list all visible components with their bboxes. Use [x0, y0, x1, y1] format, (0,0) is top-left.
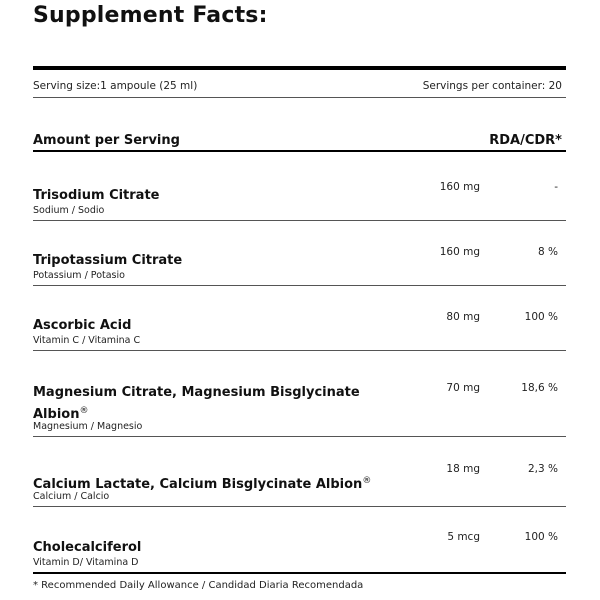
amount-value: 160 mg [439, 246, 480, 258]
row-divider [33, 350, 566, 351]
rda-value: 18,6 % [521, 382, 558, 394]
rda-value: 100 % [524, 531, 558, 543]
ingredient-name-text: Calcium Lactate, Calcium Bisglycinate Albion [33, 477, 363, 492]
row-divider [33, 506, 566, 507]
footnote: * Recommended Daily Allowance / Candidad Diaria Recomendada [33, 580, 364, 591]
rda-value: - [554, 181, 558, 193]
ingredient-subtitle: Magnesium / Magnesio [33, 421, 143, 432]
serving-size: Serving size:1 ampoule (25 ml) [33, 80, 198, 92]
header-rule [33, 150, 566, 152]
registered-mark: ® [79, 406, 89, 416]
row-divider [33, 285, 566, 286]
row-divider [33, 436, 566, 437]
ingredient-name-text: Albion [33, 407, 80, 422]
amount-per-serving-header: Amount per Serving [33, 133, 180, 148]
row-divider [33, 220, 566, 221]
rda-value: 8 % [538, 246, 558, 258]
ingredient-name [33, 251, 413, 270]
serving-rule [33, 97, 566, 98]
ingredient-name-line1: Magnesium Citrate, Magnesium Bisglycinate [33, 385, 360, 400]
rda-value: 2,3 % [527, 463, 558, 475]
ingredient-subtitle: Vitamin C / Vitamina C [33, 335, 141, 346]
amount-value: 160 mg [439, 181, 480, 193]
rda-value: 100 % [524, 311, 558, 323]
amount-value: 70 mg [446, 382, 480, 394]
amount-value: 5 mcg [447, 531, 480, 543]
ingredient-subtitle: Potassium / Potasio [33, 270, 125, 281]
amount-value: 18 mg [446, 463, 480, 475]
ingredient-subtitle: Sodium / Sodio [33, 205, 105, 216]
bottom-rule [33, 572, 566, 574]
ingredient-name-text: Cholecalciferol [33, 540, 142, 555]
top-rule [33, 66, 566, 70]
ingredient-subtitle: Calcium / Calcio [33, 491, 110, 502]
rda-header: RDA/CDR* [489, 133, 562, 148]
ingredient-name-text: Tripotassium Citrate [33, 253, 183, 268]
ingredient-name [33, 383, 413, 424]
ingredient-name [33, 186, 413, 205]
amount-value: 80 mg [446, 311, 480, 323]
ingredient-name [33, 538, 413, 557]
ingredient-name-text: Ascorbic Acid [33, 318, 132, 333]
servings-per-container: Servings per container: 20 [422, 80, 562, 92]
ingredient-name [33, 316, 413, 335]
page-title: Supplement Facts: [33, 3, 268, 28]
registered-mark: ® [362, 476, 372, 486]
ingredient-name-text: Trisodium Citrate [33, 188, 160, 203]
ingredient-subtitle: Vitamin D/ Vitamina D [33, 557, 139, 568]
